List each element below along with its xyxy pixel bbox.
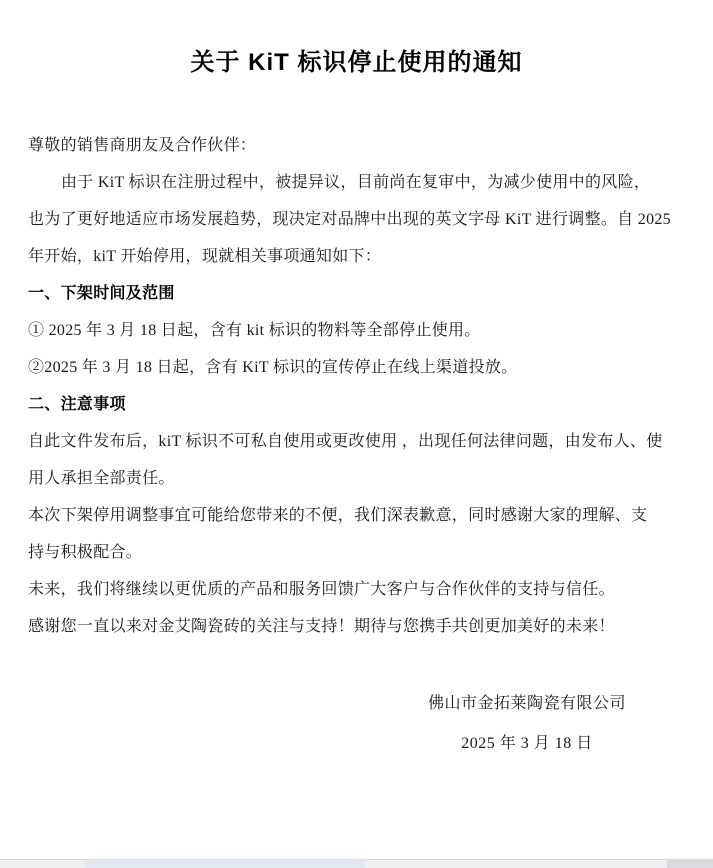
signature-company-name: 佛山市金拓莱陶瓷有限公司: [427, 695, 626, 712]
section-2-heading: 二、注意事项: [28, 396, 126, 413]
window-bottom-corner: [667, 860, 713, 868]
signature-date: 2025 年 3 月 18 日: [461, 735, 593, 752]
apology-paragraph-line: 本次下架停用调整事宜可能给您带来的不便，我们深表歉意，同时感谢大家的理解、支: [28, 507, 648, 524]
section-2-paragraph-line: 用人承担全部责任。: [28, 470, 175, 487]
closing-paragraph-line: 未来，我们将继续以更优质的产品和服务回馈广大客户与合作伙伴的支持与信任。: [28, 581, 615, 598]
signature-block: [425, 684, 629, 764]
intro-paragraph-line: 由于 KiT 标识在注册过程中，被提异议，目前尚在复审中，为减少使用中的风险，: [61, 174, 651, 191]
document-title: 关于 KiT 标识停止使用的通知: [190, 49, 523, 76]
apology-paragraph-line: 持与积极配合。: [28, 544, 143, 561]
section-1-item-1: ① 2025 年 3 月 18 日起，含有 kit 标识的物料等全部停止使用。: [28, 322, 481, 339]
document-body: [28, 127, 687, 645]
section-1-heading: 一、下架时间及范围: [28, 285, 175, 302]
section-1-item-2: ②2025 年 3 月 18 日起，含有 KiT 标识的宣传停止在线上渠道投放。: [28, 359, 518, 376]
intro-paragraph-line: 年开始，kiT 开始停用，现就相关事项通知如下：: [28, 248, 382, 265]
window-bottom-edge-tint: [85, 860, 365, 868]
salutation-line: 尊敬的销售商朋友及合作伙伴：: [28, 137, 257, 154]
intro-paragraph-line: 也为了更好地适应市场发展趋势，现决定对品牌中出现的英文字母 KiT 进行调整。自 2025: [28, 211, 671, 228]
window-bottom-edge: [0, 859, 713, 868]
section-2-paragraph-line: 自此文件发布后，kiT 标识不可私自使用或更改使用 ，出现任何法律问题，由发布人、使: [28, 433, 663, 450]
closing-paragraph-line: 感谢您一直以来对金艾陶瓷砖的关注与支持！期待与您携手共创更加美好的未来！: [28, 618, 615, 635]
